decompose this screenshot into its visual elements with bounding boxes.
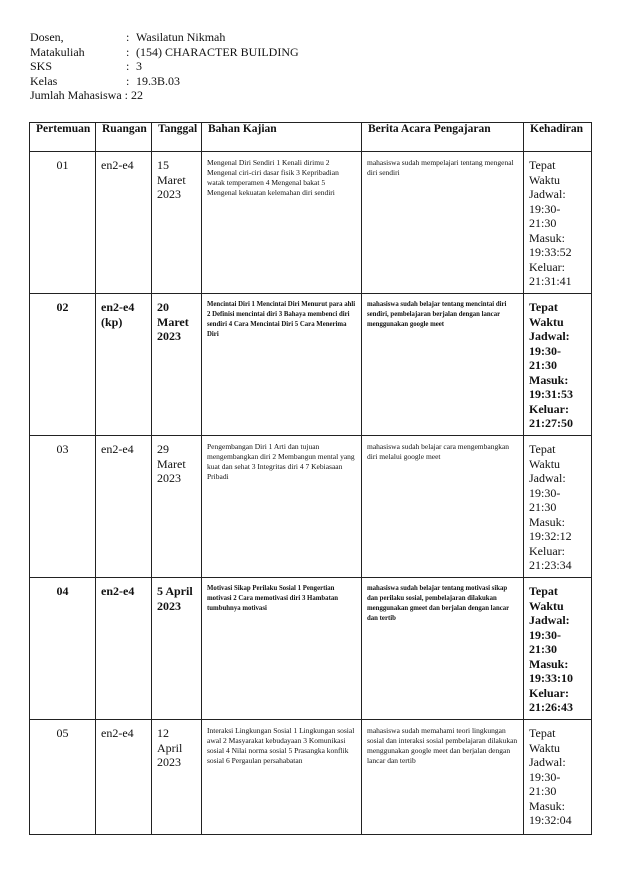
cell-berita: mahasiswa sudah belajar tentang motivasi sikap dan perilaku sosial, pembelajaran dilakukan menggunakan gmeet dan berjalan dengan lancar dan tertib	[362, 578, 524, 720]
info-separator: :	[126, 73, 130, 88]
attendance-line: 19:31:53	[529, 387, 573, 401]
cell-kehadiran	[524, 152, 592, 294]
cell-ruangan: en2-e4	[96, 152, 152, 294]
cell-tanggal: 29 Maret 2023	[152, 436, 202, 578]
attendance-line: Jadwal:	[529, 471, 566, 485]
info-separator: :	[121, 88, 131, 102]
cell-bahan: Motivasi Sikap Perilaku Sosial 1 Pengertian motivasi 2 Cara memotivasi diri 3 Hambatan tumbuhnya motivasi	[202, 578, 362, 720]
attendance-line: Jadwal:	[529, 613, 570, 627]
attendance-line: 21:31:41	[529, 274, 572, 288]
attendance-line: Masuk:	[529, 798, 565, 813]
attendance-line: Keluar:	[529, 401, 569, 416]
attendance-line: Waktu	[529, 172, 561, 187]
info-key: Jumlah Mahasiswa	[30, 88, 122, 102]
col-header-tanggal: Tanggal	[152, 123, 202, 152]
table-row	[30, 578, 592, 720]
info-row-matakuliah	[30, 45, 330, 60]
attendance-line: Waktu	[529, 598, 564, 613]
cell-berita: mahasiswa sudah memahami teori lingkungan sosial dan interaksi sosial pembelajaran dilakukan menggunakan google meet dan berjalan dengan lancar dan tertib	[362, 720, 524, 835]
info-value: Wasilatun Nikmah	[136, 30, 226, 44]
table-header	[30, 123, 592, 152]
attendance-line: Masuk:	[529, 230, 565, 245]
attendance-line: 21:23:34	[529, 558, 572, 572]
attendance-line: Masuk:	[529, 372, 569, 387]
attendance-line: 19:33:10	[529, 671, 573, 685]
cell-kehadiran	[524, 436, 592, 578]
attendance-line: Jadwal:	[529, 187, 566, 201]
col-header-kehadiran: Kehadiran	[524, 123, 592, 152]
cell-ruangan: en2-e4	[96, 436, 152, 578]
info-separator: :	[126, 30, 130, 44]
cell-berita: mahasiswa sudah belajar cara mengembangkan diri melalui google meet	[362, 436, 524, 578]
attendance-line: 21:30	[529, 784, 557, 798]
attendance-line: Masuk:	[529, 656, 569, 671]
cell-pertemuan: 03	[30, 436, 96, 578]
info-row-dosen	[30, 30, 330, 45]
info-key: Kelas	[30, 73, 58, 88]
table-row	[30, 436, 592, 578]
attendance-line: 19:30-	[529, 343, 561, 358]
col-header-pertemuan: Pertemuan	[30, 123, 96, 152]
cell-tanggal: 5 April 2023	[152, 578, 202, 720]
attendance-line: 21:30	[529, 500, 557, 514]
cell-bahan: Mencintai Diri 1 Mencintai Diri Menurut para ahli 2 Definisi mencintai diri 3 Bahaya membenci diri sendiri 4 Cara Mencintai Diri 5 Cara Menerima Diri	[202, 294, 362, 436]
attendance-line: 19:30-	[529, 201, 561, 216]
attendance-line: 19:30-	[529, 769, 561, 784]
attendance-line: Tepat	[529, 726, 556, 740]
info-key: SKS	[30, 59, 53, 73]
attendance-line: Masuk:	[529, 514, 565, 529]
attendance-line: 21:26:43	[529, 700, 573, 714]
attendance-line: 19:32:04	[529, 813, 572, 827]
info-value: 19.3B.03	[136, 73, 181, 88]
table-row	[30, 294, 592, 436]
attendance-line: 19:33:52	[529, 245, 572, 259]
cell-berita: mahasiswa sudah belajar tentang mencintai diri sendiri, pembelajaran berjalan dengan lancar menggunakan google meet	[362, 294, 524, 436]
info-key: Dosen,	[30, 30, 64, 44]
table-row	[30, 720, 592, 835]
table-row	[30, 152, 592, 294]
info-separator: :	[126, 44, 130, 59]
col-header-berita: Berita Acara Pengajaran	[362, 123, 524, 152]
info-row-sks	[30, 59, 330, 74]
cell-kehadiran	[524, 294, 592, 436]
attendance-line: Jadwal:	[529, 755, 566, 769]
attendance-line: 21:27:50	[529, 416, 573, 430]
cell-bahan: Mengenal Diri Sendiri 1 Kenali dirimu 2 Mengenal ciri-ciri dasar fisik 3 Kepribadian watak temperamen 4 Mengenal bakat 5 Mengenal kekuatan kelemahan diri sendiri	[202, 152, 362, 294]
cell-ruangan: en2-e4 (kp)	[96, 294, 152, 436]
info-separator: :	[126, 59, 130, 73]
course-info	[30, 30, 330, 103]
cell-bahan: Pengembangan Diri 1 Arti dan tujuan mengembangkan diri 2 Membangun mental yang kuat dan sehat 3 Integritas diri 4 7 Kebiasaan Pribadi	[202, 436, 362, 578]
attendance-line: 21:30	[529, 216, 557, 230]
col-header-ruangan: Ruangan	[96, 123, 152, 152]
info-row-jumlah	[30, 88, 330, 103]
attendance-line: 19:32:12	[529, 529, 572, 543]
attendance-line: Jadwal:	[529, 329, 570, 343]
cell-kehadiran	[524, 578, 592, 720]
cell-pertemuan: 04	[30, 578, 96, 720]
attendance-line: 21:30	[529, 358, 557, 372]
cell-kehadiran	[524, 720, 592, 835]
info-value: 3	[136, 59, 142, 73]
info-key: Matakuliah	[30, 44, 85, 59]
attendance-line: 19:30-	[529, 485, 561, 500]
attendance-line: Tepat	[529, 442, 556, 456]
info-value: (154) CHARACTER BUILDING	[136, 44, 299, 59]
info-value: 22	[131, 88, 143, 102]
cell-bahan: Interaksi Lingkungan Sosial 1 Lingkungan sosial awal 2 Masyarakat kebudayaan 3 Komunikasi sosial 4 Nilai norma sosial 5 Prasangka konflik sosial 6 Pergaulan persahabatan	[202, 720, 362, 835]
attendance-line: 19:30-	[529, 627, 561, 642]
cell-ruangan: en2-e4	[96, 578, 152, 720]
attendance-line: Tepat	[529, 584, 558, 598]
attendance-line: Waktu	[529, 740, 561, 755]
attendance-line: Tepat	[529, 300, 558, 314]
attendance-line: Waktu	[529, 314, 564, 329]
attendance-line: Keluar:	[529, 259, 565, 274]
cell-tanggal: 15 Maret 2023	[152, 152, 202, 294]
attendance-line: Keluar:	[529, 543, 565, 558]
col-header-bahan: Bahan Kajian	[202, 123, 362, 152]
info-row-kelas	[30, 74, 330, 89]
attendance-line: Tepat	[529, 158, 556, 172]
cell-pertemuan: 01	[30, 152, 96, 294]
cell-pertemuan: 02	[30, 294, 96, 436]
cell-pertemuan: 05	[30, 720, 96, 835]
cell-berita: mahasiswa sudah mempelajari tentang mengenal diri sendiri	[362, 152, 524, 294]
attendance-line: Waktu	[529, 456, 561, 471]
attendance-line: 21:30	[529, 642, 557, 656]
cell-tanggal: 20 Maret 2023	[152, 294, 202, 436]
attendance-line: Keluar:	[529, 685, 569, 700]
cell-tanggal: 12 April 2023	[152, 720, 202, 835]
attendance-table	[29, 122, 592, 835]
cell-ruangan: en2-e4	[96, 720, 152, 835]
